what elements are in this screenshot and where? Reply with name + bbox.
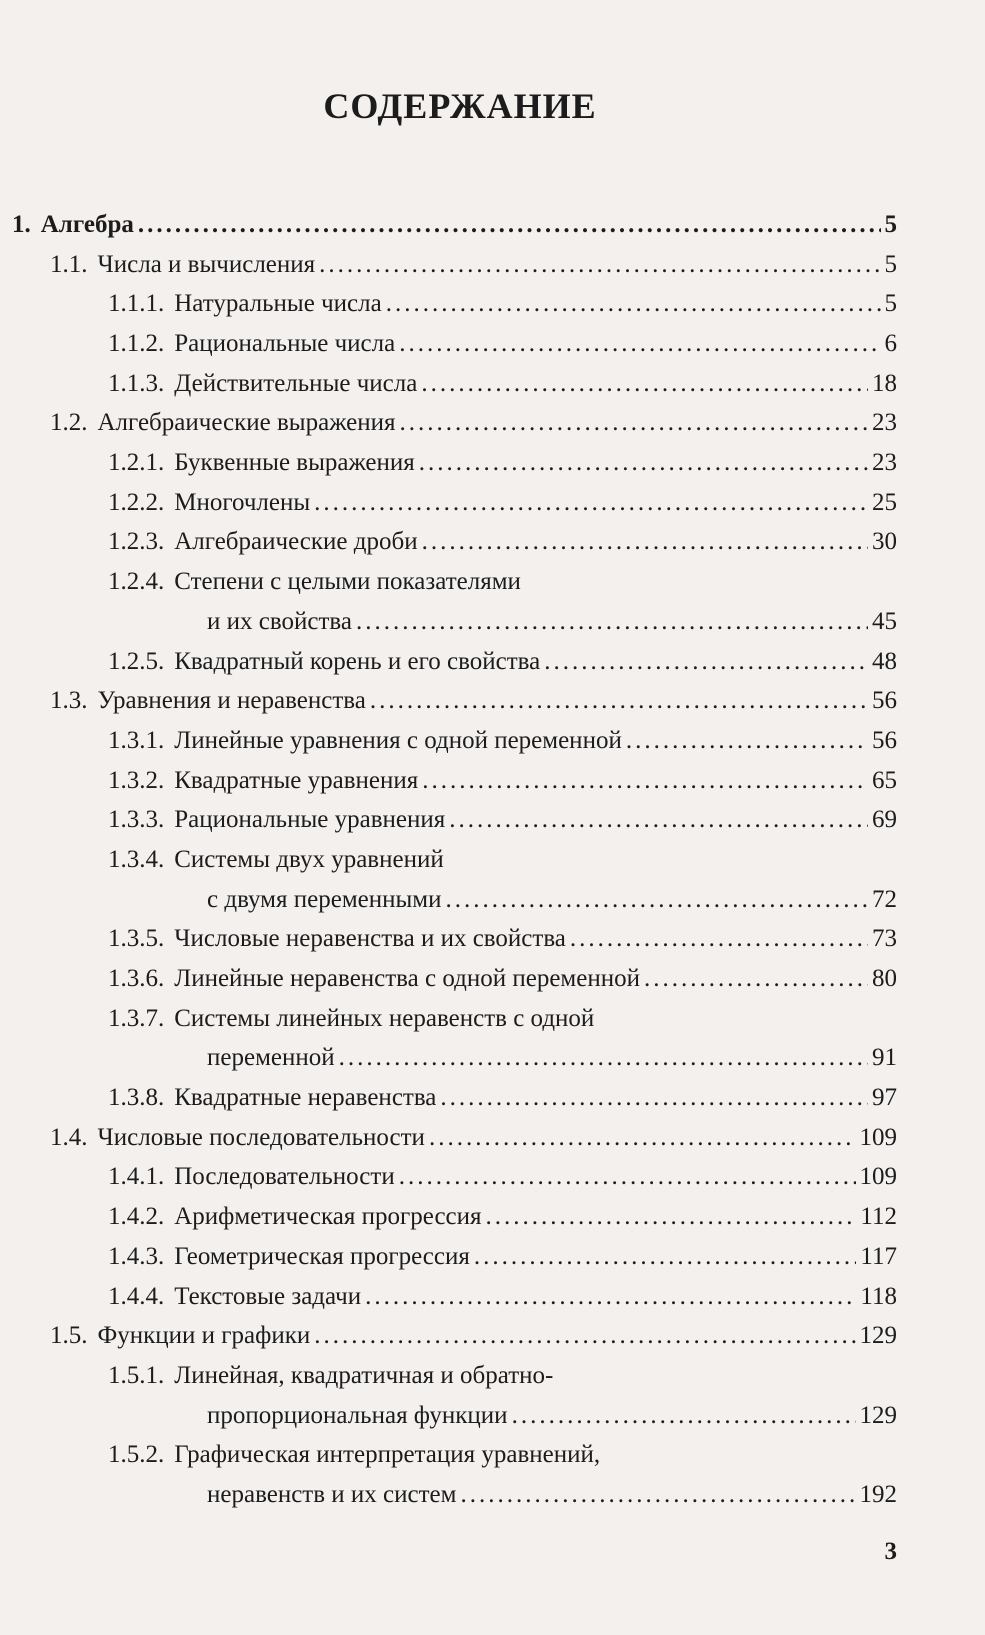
toc-entry-page: 25 [872, 488, 897, 516]
page-title: СОДЕРЖАНИЕ [323, 86, 597, 126]
toc-entry [12, 800, 897, 840]
toc-entry-continuation [12, 1038, 897, 1078]
dot-leader [386, 284, 881, 324]
toc-entry-page: 97 [872, 1084, 897, 1112]
toc-entry-page: 48 [872, 647, 897, 675]
dot-leader [419, 443, 868, 483]
toc-entry-page: 118 [860, 1282, 897, 1310]
toc-entry-number: 1.4. [50, 1123, 88, 1151]
toc-entry-number: 1.1.1. [108, 290, 165, 318]
toc-entry-number: 1.4.1. [108, 1163, 165, 1191]
toc-entry-title: Линейные неравенства с одной переменной [174, 965, 640, 993]
toc-entry [12, 1277, 897, 1317]
toc-entry-number: 1.2.3. [108, 528, 165, 556]
toc-entry-number: 1.1.2. [108, 330, 165, 358]
toc-entry-title: Степени с целыми показателями [174, 568, 521, 596]
toc-entry-title: Числа и вычисления [97, 250, 316, 278]
toc-entry-number: 1.3.5. [108, 925, 165, 953]
toc-entry [12, 1078, 897, 1118]
toc-entry-number: 1.5. [50, 1322, 88, 1350]
dot-leader [399, 1157, 856, 1197]
toc-entry-page: 5 [884, 210, 897, 238]
dot-leader [421, 364, 868, 404]
toc-entry-title: Арифметическая прогрессия [174, 1203, 482, 1231]
toc-entry-continuation [12, 602, 897, 642]
toc-entry [12, 1237, 897, 1277]
toc-entry-number: 1.2.4. [108, 568, 165, 596]
toc-entry-number: 1.3.2. [108, 766, 165, 794]
dot-leader [446, 880, 869, 920]
toc-entry-page: 30 [872, 528, 897, 556]
toc-entry [12, 483, 897, 523]
toc-entry-number: 1.5.2. [108, 1441, 165, 1469]
toc-entry-title: Алгебраические дроби [174, 528, 418, 556]
toc-entry-title: Функции и графики [97, 1322, 311, 1350]
toc-entry-number: 1.5.1. [108, 1361, 165, 1389]
toc-entry-continuation [12, 1475, 897, 1515]
toc-entry-title: Натуральные числа [174, 290, 382, 318]
dot-leader [644, 959, 868, 999]
toc-entry [12, 959, 897, 999]
toc-entry-title: Квадратные уравнения [174, 766, 419, 794]
toc-entry-title: Уравнения и неравенства [97, 687, 366, 715]
toc-entry-title: Геометрическая прогрессия [174, 1242, 470, 1270]
toc-entry-page: 23 [872, 409, 897, 437]
toc-entry-title: Многочлены [174, 488, 311, 516]
toc-entry-title: Текстовые задачи [174, 1282, 362, 1310]
dot-leader [400, 403, 869, 443]
toc-entry [12, 919, 897, 959]
toc-entry-number: 1.3.7. [108, 1004, 165, 1032]
toc-entry-page: 129 [859, 1401, 897, 1429]
toc-entry-continuation [12, 880, 897, 920]
dot-leader [460, 1475, 855, 1515]
toc-entry-title: Числовые последовательности [97, 1123, 425, 1151]
dot-leader [422, 761, 868, 801]
toc-entry-page: 73 [872, 925, 897, 953]
toc-entry [12, 1435, 897, 1475]
toc-entry [12, 1197, 897, 1237]
toc-entry-page: 72 [872, 885, 897, 913]
toc-entry-number: 1.3.6. [108, 965, 165, 993]
dot-leader [474, 1237, 857, 1277]
dot-leader [429, 1118, 856, 1158]
toc-entry [12, 642, 897, 682]
toc-entry-title: Действительные числа [174, 369, 418, 397]
toc-entry-number: 1.2.5. [108, 647, 165, 675]
toc-entry-page: 23 [872, 449, 897, 477]
toc-entry-page: 109 [859, 1163, 897, 1191]
toc-entry-number: 1.1. [50, 250, 88, 278]
toc-entry-title-continued: неравенств и их систем [207, 1480, 457, 1508]
dot-leader [319, 245, 880, 285]
toc-entry-number: 1.3. [50, 687, 88, 715]
toc-entry-title: Графическая интерпретация уравнений, [174, 1441, 601, 1469]
toc-entry [12, 523, 897, 563]
toc-entry-number: 1. [12, 210, 31, 238]
toc-entry-page: 117 [860, 1242, 897, 1270]
dot-leader [512, 1396, 856, 1436]
toc-entry-title: Линейные уравнения с одной переменной [174, 726, 622, 754]
toc-entry-page: 109 [859, 1123, 897, 1151]
dot-leader [449, 800, 868, 840]
toc-entry [12, 999, 897, 1039]
dot-leader [570, 919, 868, 959]
toc-entry [12, 1118, 897, 1158]
dot-leader [370, 681, 868, 721]
toc-entry-title: Квадратный корень и его свойства [174, 647, 541, 675]
dot-leader [138, 205, 881, 245]
toc-entry [12, 364, 897, 404]
toc-entry-page: 65 [872, 766, 897, 794]
toc-entry-number: 1.4.4. [108, 1282, 165, 1310]
dot-leader [422, 522, 868, 562]
toc-entry-number: 1.3.3. [108, 806, 165, 834]
toc-entry-number: 1.3.4. [108, 845, 165, 873]
toc-entry [12, 324, 897, 364]
toc-entry-title: Буквенные выражения [174, 449, 415, 477]
toc-entry [12, 403, 897, 443]
toc-entry-title: Последовательности [174, 1163, 395, 1191]
toc-entry-title: Рациональные уравнения [174, 806, 446, 834]
toc-entry-continuation [12, 1396, 897, 1436]
toc-entry [12, 1356, 897, 1396]
toc-entry [12, 681, 897, 721]
toc-entry [12, 840, 897, 880]
page-number: 3 [884, 1538, 897, 1565]
toc-entry-number: 1.1.3. [108, 369, 165, 397]
toc-entry-number: 1.3.1. [108, 726, 165, 754]
toc-entry-page: 56 [872, 687, 897, 715]
toc-entry-page: 5 [884, 290, 897, 318]
toc-entry [12, 443, 897, 483]
toc-entry-page: 6 [884, 330, 897, 358]
toc-entry-title-continued: с двумя переменными [207, 885, 442, 913]
toc-entry-page: 112 [860, 1203, 897, 1231]
toc-entry-title-continued: и их свойства [207, 607, 352, 635]
dot-leader [314, 483, 868, 523]
dot-leader [626, 721, 868, 761]
table-of-contents [12, 205, 897, 1515]
toc-entry-page: 5 [884, 250, 897, 278]
toc-entry [12, 761, 897, 801]
toc-entry-title: Алгебра [40, 210, 134, 238]
dot-leader [544, 642, 868, 682]
toc-entry [12, 562, 897, 602]
toc-entry-title: Системы двух уравнений [174, 845, 444, 873]
toc-entry-number: 1.4.3. [108, 1242, 165, 1270]
dot-leader [440, 1078, 868, 1118]
toc-entry-title: Рациональные числа [174, 330, 396, 358]
dot-leader [356, 602, 868, 642]
toc-entry-title-continued: пропорциональная функции [207, 1401, 508, 1429]
toc-entry-title: Алгебраические выражения [97, 409, 396, 437]
toc-entry-title: Квадратные неравенства [174, 1084, 437, 1112]
toc-entry-title: Системы линейных неравенств с одной [174, 1004, 595, 1032]
dot-leader [365, 1277, 856, 1317]
toc-entry [12, 1316, 897, 1356]
toc-entry-number: 1.2.1. [108, 449, 165, 477]
toc-entry-page: 69 [872, 806, 897, 834]
toc-entry-number: 1.2.2. [108, 488, 165, 516]
toc-entry-number: 1.4.2. [108, 1203, 165, 1231]
toc-entry-page: 56 [872, 726, 897, 754]
toc-entry-title: Линейная, квадратичная и обратно- [174, 1361, 554, 1389]
dot-leader [399, 324, 880, 364]
toc-entry-page: 129 [859, 1322, 897, 1350]
toc-entry [12, 721, 897, 761]
dot-leader [314, 1316, 855, 1356]
toc-entry [12, 205, 897, 245]
toc-entry [12, 284, 897, 324]
toc-entry-title-continued: переменной [207, 1044, 335, 1072]
toc-entry-title: Числовые неравенства и их свойства [174, 925, 566, 953]
dot-leader [486, 1197, 857, 1237]
toc-entry-page: 91 [872, 1044, 897, 1072]
toc-entry-number: 1.3.8. [108, 1084, 165, 1112]
toc-entry-page: 80 [872, 965, 897, 993]
toc-entry [12, 245, 897, 285]
toc-entry-page: 45 [872, 607, 897, 635]
toc-entry-number: 1.2. [50, 409, 88, 437]
toc-entry-page: 18 [872, 369, 897, 397]
dot-leader [339, 1038, 868, 1078]
toc-entry [12, 1158, 897, 1198]
toc-entry-page: 192 [859, 1480, 897, 1508]
